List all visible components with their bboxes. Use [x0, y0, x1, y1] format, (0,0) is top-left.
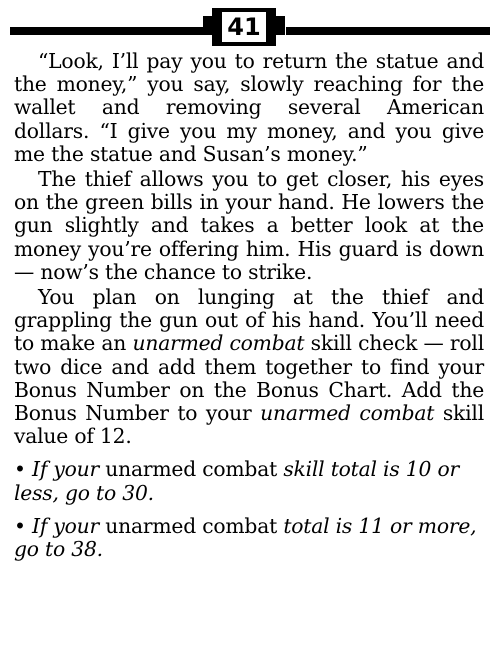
page-header: [0, 0, 500, 50]
skill-name-2: unarmed combat: [260, 401, 435, 426]
skill-name-1: unarmed combat: [132, 331, 305, 356]
paragraph-thief-text: The thief allows you to get closer, his eyes on the green bills in your hand. He lowers the gun slightly and takes a better look at the money you’re offering him. His guard is down — now’s the chance to strike.: [14, 167, 484, 284]
choice-condition-lead: If your: [32, 513, 100, 538]
header-rule-right: [286, 27, 490, 35]
skill-check-text-2: skill check — roll two dice and add them together to find your Bonus Number on the Bonus Chart. Add the Bonus Number to your: [14, 331, 484, 426]
skill-check-text-1: You plan on lunging at the thief and grappling the gun out of his hand. You’ll need to make an: [14, 285, 484, 356]
header-rule-left: [10, 27, 212, 35]
skill-check-text-3: skill value of 12.: [14, 401, 484, 449]
choice-bullet: •: [14, 513, 26, 538]
choice-go-to-30: [14, 458, 484, 504]
paragraph-offer-text: “Look, I’ll pay you to return the statue and the money,” you say, slowly reaching for the wallet and removing several American dollars. “I give you my money, and you give me the statue and Susan’s money.”: [14, 49, 484, 166]
page-number: 41: [222, 12, 266, 42]
choice-go-to-38: [14, 515, 484, 561]
choice-condition-outcome: total is 11 or more, go to 38.: [14, 513, 477, 562]
header-step-right: [270, 16, 285, 35]
choice-skill-name: unarmed combat: [99, 457, 284, 482]
paragraph-offer: [14, 50, 484, 166]
paragraph-skill-check: [14, 286, 484, 448]
choice-condition-lead: If your: [32, 457, 100, 482]
paragraph-thief: [14, 168, 484, 284]
choice-condition-outcome: skill total is 10 or less, go to 30.: [14, 457, 459, 505]
choice-bullet: •: [14, 457, 26, 482]
choice-skill-name: unarmed combat: [99, 513, 284, 538]
page-body: [14, 50, 484, 561]
